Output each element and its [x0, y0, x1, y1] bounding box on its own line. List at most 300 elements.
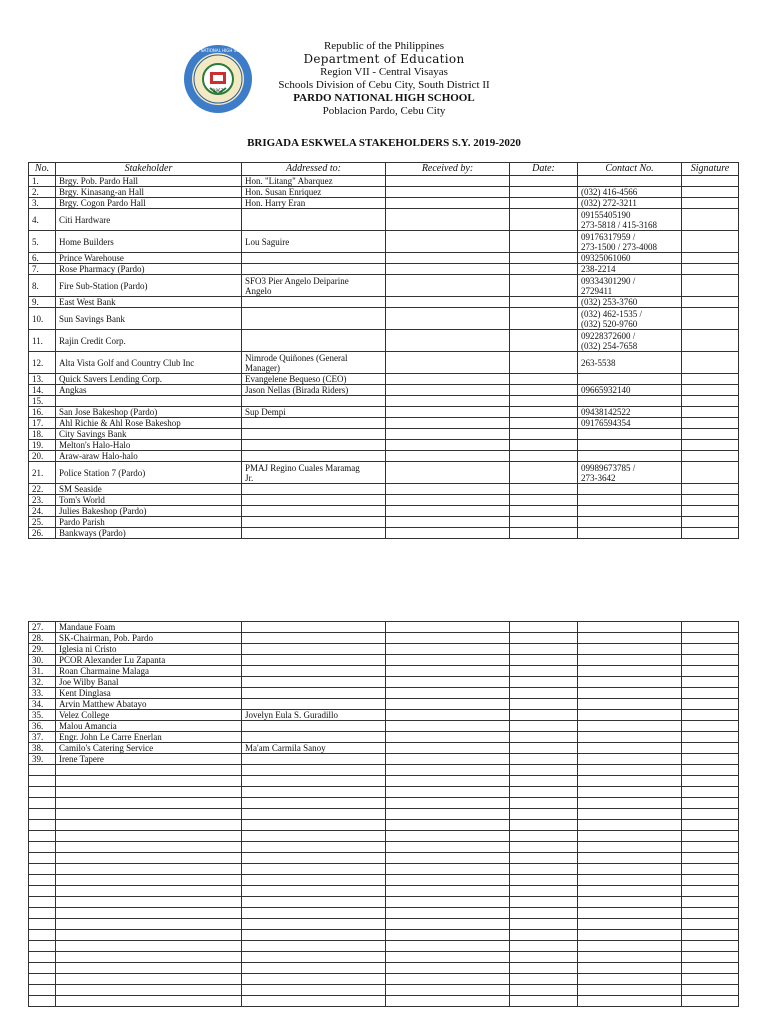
empty-table-row: [29, 963, 739, 974]
addressed-to-cell: [242, 440, 386, 451]
empty-cell: [29, 886, 56, 897]
signature-cell: [682, 528, 739, 539]
addressed-to-cell: [242, 330, 386, 352]
empty-cell: [682, 875, 739, 886]
empty-table-row: [29, 864, 739, 875]
signature-cell: [682, 253, 739, 264]
empty-cell: [578, 985, 682, 996]
empty-cell: [386, 875, 510, 886]
empty-cell: [578, 930, 682, 941]
date-cell: [510, 528, 578, 539]
row-number: 23.: [29, 495, 56, 506]
date-cell: [510, 330, 578, 352]
empty-cell: [242, 765, 386, 776]
signature-cell: [682, 633, 739, 644]
table-row: [29, 231, 739, 253]
table-row: [29, 407, 739, 418]
contact-cell: [578, 451, 682, 462]
empty-cell: [242, 864, 386, 875]
contact-cell: [578, 176, 682, 187]
empty-cell: [510, 820, 578, 831]
contact-cell: [578, 495, 682, 506]
empty-cell: [578, 820, 682, 831]
signature-cell: [682, 407, 739, 418]
empty-cell: [242, 963, 386, 974]
received-by-cell: [386, 429, 510, 440]
received-by-cell: [386, 231, 510, 253]
empty-cell: [578, 765, 682, 776]
contact-cell: [578, 506, 682, 517]
stakeholder-cell: Quick Savers Lending Corp.: [56, 374, 242, 385]
contact-cell: 09665932140: [578, 385, 682, 396]
date-cell: [510, 754, 578, 765]
row-number: 21.: [29, 462, 56, 484]
empty-cell: [682, 842, 739, 853]
signature-cell: [682, 330, 739, 352]
empty-cell: [510, 941, 578, 952]
empty-cell: [56, 996, 242, 1007]
row-number: 13.: [29, 374, 56, 385]
contact-cell: [578, 710, 682, 721]
stakeholder-cell: Melton's Halo-Halo: [56, 440, 242, 451]
signature-cell: [682, 275, 739, 297]
empty-cell: [682, 963, 739, 974]
date-cell: [510, 506, 578, 517]
empty-cell: [510, 886, 578, 897]
date-cell: [510, 407, 578, 418]
empty-cell: [56, 930, 242, 941]
stakeholder-cell: Fire Sub-Station (Pardo): [56, 275, 242, 297]
signature-cell: [682, 699, 739, 710]
received-by-cell: [386, 187, 510, 198]
empty-cell: [386, 897, 510, 908]
row-number: 3.: [29, 198, 56, 209]
signature-cell: [682, 721, 739, 732]
stakeholder-cell: Pardo Parish: [56, 517, 242, 528]
addressed-to-cell: PMAJ Regino Cuales Maramag Jr.: [242, 462, 386, 484]
row-number: 25.: [29, 517, 56, 528]
empty-cell: [682, 930, 739, 941]
stakeholder-cell: Kent Dinglasa: [56, 688, 242, 699]
empty-cell: [56, 853, 242, 864]
empty-cell: [682, 996, 739, 1007]
empty-cell: [386, 842, 510, 853]
addressed-to-cell: [242, 418, 386, 429]
row-number: 10.: [29, 308, 56, 330]
signature-cell: [682, 440, 739, 451]
empty-cell: [242, 930, 386, 941]
signature-cell: [682, 198, 739, 209]
contact-cell: [578, 440, 682, 451]
empty-cell: [242, 908, 386, 919]
empty-cell: [386, 919, 510, 930]
empty-cell: [56, 842, 242, 853]
empty-cell: [242, 996, 386, 1007]
table-row: [29, 528, 739, 539]
empty-cell: [510, 875, 578, 886]
date-cell: [510, 644, 578, 655]
stakeholder-cell: Engr. John Le Carre Enerlan: [56, 732, 242, 743]
region-line: Region VII - Central Visayas: [320, 66, 448, 78]
empty-cell: [510, 831, 578, 842]
empty-cell: [242, 787, 386, 798]
stakeholder-cell: Roan Charmaine Malaga: [56, 666, 242, 677]
empty-table-row: [29, 820, 739, 831]
contact-cell: [578, 374, 682, 385]
table-row: [29, 264, 739, 275]
col-signature: Signature: [682, 163, 739, 176]
empty-cell: [578, 996, 682, 1007]
signature-cell: [682, 451, 739, 462]
empty-cell: [56, 886, 242, 897]
empty-cell: [386, 974, 510, 985]
empty-cell: [242, 831, 386, 842]
empty-cell: [56, 919, 242, 930]
signature-cell: [682, 666, 739, 677]
stakeholder-cell: Iglesia ni Cristo: [56, 644, 242, 655]
empty-cell: [386, 787, 510, 798]
contact-cell: [578, 699, 682, 710]
row-number: 5.: [29, 231, 56, 253]
contact-cell: [578, 743, 682, 754]
empty-cell: [386, 996, 510, 1007]
stakeholder-cell: Rajin Credit Corp.: [56, 330, 242, 352]
logo-text: PARDO NATIONAL HIGH SCHOOL: [185, 48, 251, 53]
empty-cell: [386, 831, 510, 842]
stakeholder-cell: SM Seaside: [56, 484, 242, 495]
empty-table-row: [29, 974, 739, 985]
table-row: [29, 275, 739, 297]
received-by-cell: [386, 209, 510, 231]
received-by-cell: [386, 396, 510, 407]
stakeholders-table-1: [28, 162, 739, 539]
signature-cell: [682, 644, 739, 655]
table-row: [29, 396, 739, 407]
date-cell: [510, 385, 578, 396]
row-number: 7.: [29, 264, 56, 275]
stakeholder-cell: Brgy. Cogon Pardo Hall: [56, 198, 242, 209]
stakeholder-cell: Home Builders: [56, 231, 242, 253]
received-by-cell: [386, 451, 510, 462]
empty-cell: [578, 831, 682, 842]
empty-cell: [56, 820, 242, 831]
empty-cell: [682, 985, 739, 996]
received-by-cell: [386, 308, 510, 330]
empty-table-row: [29, 809, 739, 820]
empty-cell: [29, 941, 56, 952]
date-cell: [510, 699, 578, 710]
addressed-to-cell: [242, 506, 386, 517]
empty-cell: [386, 864, 510, 875]
received-by-cell: [386, 253, 510, 264]
deped-line: Department of Education: [303, 52, 465, 66]
contact-cell: [578, 655, 682, 666]
table-row: [29, 677, 739, 688]
signature-cell: [682, 495, 739, 506]
empty-cell: [56, 985, 242, 996]
empty-cell: [386, 908, 510, 919]
contact-cell: 09325061060: [578, 253, 682, 264]
empty-cell: [29, 875, 56, 886]
date-cell: [510, 275, 578, 297]
empty-cell: [242, 886, 386, 897]
date-cell: [510, 418, 578, 429]
empty-cell: [242, 919, 386, 930]
table-row: [29, 644, 739, 655]
date-cell: [510, 187, 578, 198]
school-name: PARDO NATIONAL HIGH SCHOOL: [293, 92, 475, 104]
empty-cell: [242, 875, 386, 886]
received-by-cell: [386, 644, 510, 655]
received-by-cell: [386, 666, 510, 677]
contact-cell: 09176594354: [578, 418, 682, 429]
received-by-cell: [386, 506, 510, 517]
received-by-cell: [386, 699, 510, 710]
empty-cell: [578, 908, 682, 919]
table-row: [29, 187, 739, 198]
empty-table-row: [29, 908, 739, 919]
empty-table-row: [29, 853, 739, 864]
row-number: 33.: [29, 688, 56, 699]
row-number: 15.: [29, 396, 56, 407]
contact-cell: 09438142522: [578, 407, 682, 418]
received-by-cell: [386, 374, 510, 385]
signature-cell: [682, 754, 739, 765]
addressed-to-cell: Jovelyn Eula S. Guradillo: [242, 710, 386, 721]
addressed-to-cell: [242, 655, 386, 666]
addressed-to-cell: [242, 264, 386, 275]
received-by-cell: [386, 198, 510, 209]
stakeholder-cell: Brgy. Pob. Pardo Hall: [56, 176, 242, 187]
empty-cell: [56, 875, 242, 886]
row-number: 11.: [29, 330, 56, 352]
empty-cell: [682, 798, 739, 809]
signature-cell: [682, 484, 739, 495]
empty-cell: [242, 985, 386, 996]
stakeholder-cell: Prince Warehouse: [56, 253, 242, 264]
empty-cell: [578, 864, 682, 875]
empty-cell: [242, 820, 386, 831]
empty-cell: [242, 842, 386, 853]
addressed-to-cell: [242, 699, 386, 710]
col-no: No.: [29, 163, 56, 176]
empty-cell: [510, 809, 578, 820]
empty-cell: [386, 930, 510, 941]
signature-cell: [682, 688, 739, 699]
addressed-to-cell: Ma'am Carmila Sanoy: [242, 743, 386, 754]
empty-cell: [578, 974, 682, 985]
received-by-cell: [386, 633, 510, 644]
signature-cell: [682, 297, 739, 308]
logo-year: 1967: [212, 88, 224, 93]
contact-cell: [578, 633, 682, 644]
addressed-to-cell: [242, 396, 386, 407]
received-by-cell: [386, 655, 510, 666]
empty-cell: [578, 941, 682, 952]
table-row: [29, 721, 739, 732]
received-by-cell: [386, 732, 510, 743]
stakeholder-cell: Araw-araw Halo-halo: [56, 451, 242, 462]
addressed-to-cell: [242, 677, 386, 688]
date-cell: [510, 655, 578, 666]
empty-cell: [510, 919, 578, 930]
stakeholder-cell: San Jose Bakeshop (Pardo): [56, 407, 242, 418]
signature-cell: [682, 187, 739, 198]
received-by-cell: [386, 710, 510, 721]
empty-cell: [242, 941, 386, 952]
row-number: 9.: [29, 297, 56, 308]
table-row: [29, 429, 739, 440]
empty-cell: [29, 919, 56, 930]
table-row: [29, 253, 739, 264]
addressed-to-cell: [242, 644, 386, 655]
empty-cell: [386, 952, 510, 963]
received-by-cell: [386, 330, 510, 352]
received-by-cell: [386, 176, 510, 187]
empty-cell: [682, 831, 739, 842]
table-row: [29, 743, 739, 754]
empty-cell: [510, 996, 578, 1007]
empty-table-row: [29, 985, 739, 996]
stakeholder-cell: Citi Hardware: [56, 209, 242, 231]
row-number: 26.: [29, 528, 56, 539]
stakeholder-cell: East West Bank: [56, 297, 242, 308]
table-row: [29, 506, 739, 517]
addressed-to-cell: Hon. Susan Enriquez: [242, 187, 386, 198]
date-cell: [510, 732, 578, 743]
received-by-cell: [386, 677, 510, 688]
empty-table-row: [29, 996, 739, 1007]
empty-cell: [242, 897, 386, 908]
signature-cell: [682, 622, 739, 633]
empty-cell: [29, 765, 56, 776]
empty-cell: [56, 864, 242, 875]
stakeholder-cell: Tom's World: [56, 495, 242, 506]
addressed-to-cell: SFO3 Pier Angelo Deiparine Angelo: [242, 275, 386, 297]
row-number: 14.: [29, 385, 56, 396]
contact-cell: (032) 416-4566: [578, 187, 682, 198]
empty-cell: [510, 842, 578, 853]
empty-cell: [510, 853, 578, 864]
col-date: Date:: [510, 163, 578, 176]
stakeholder-cell: Police Station 7 (Pardo): [56, 462, 242, 484]
received-by-cell: [386, 688, 510, 699]
empty-cell: [510, 798, 578, 809]
date-cell: [510, 721, 578, 732]
row-number: 22.: [29, 484, 56, 495]
addressed-to-cell: [242, 721, 386, 732]
empty-table-row: [29, 831, 739, 842]
empty-cell: [386, 985, 510, 996]
stakeholder-cell: Bankways (Pardo): [56, 528, 242, 539]
stakeholder-cell: Arvin Matthew Abatayo: [56, 699, 242, 710]
empty-cell: [56, 798, 242, 809]
received-by-cell: [386, 622, 510, 633]
stakeholder-cell: Velez College: [56, 710, 242, 721]
table-row: [29, 495, 739, 506]
empty-cell: [510, 776, 578, 787]
date-cell: [510, 429, 578, 440]
addressed-to-cell: [242, 528, 386, 539]
table-row: [29, 308, 739, 330]
empty-cell: [578, 787, 682, 798]
empty-cell: [578, 952, 682, 963]
empty-cell: [682, 765, 739, 776]
date-cell: [510, 297, 578, 308]
contact-cell: 09989673785 / 273-3642: [578, 462, 682, 484]
received-by-cell: [386, 385, 510, 396]
contact-cell: [578, 484, 682, 495]
empty-cell: [682, 776, 739, 787]
empty-cell: [682, 952, 739, 963]
signature-cell: [682, 308, 739, 330]
signature-cell: [682, 677, 739, 688]
stakeholder-cell: PCOR Alexander Lu Zapanta: [56, 655, 242, 666]
empty-cell: [682, 853, 739, 864]
empty-cell: [29, 963, 56, 974]
empty-cell: [29, 985, 56, 996]
empty-cell: [682, 974, 739, 985]
stakeholder-cell: Camilo's Catering Service: [56, 743, 242, 754]
contact-cell: [578, 517, 682, 528]
date-cell: [510, 209, 578, 231]
col-contact: Contact No.: [578, 163, 682, 176]
signature-cell: [682, 743, 739, 754]
received-by-cell: [386, 264, 510, 275]
date-cell: [510, 440, 578, 451]
table-row: [29, 418, 739, 429]
row-number: 31.: [29, 666, 56, 677]
row-number: 18.: [29, 429, 56, 440]
signature-cell: [682, 396, 739, 407]
empty-cell: [242, 853, 386, 864]
table-row: [29, 622, 739, 633]
contact-cell: [578, 528, 682, 539]
table-row: [29, 440, 739, 451]
document-title: BRIGADA ESKWELA STAKEHOLDERS S.Y. 2019-2020: [247, 137, 521, 149]
empty-cell: [510, 897, 578, 908]
stakeholder-cell: Rose Pharmacy (Pardo): [56, 264, 242, 275]
row-number: 34.: [29, 699, 56, 710]
addressed-to-cell: [242, 732, 386, 743]
table-header-row: [29, 163, 739, 176]
signature-cell: [682, 732, 739, 743]
empty-cell: [578, 886, 682, 897]
addressed-to-cell: Hon. "Litang" Abarquez: [242, 176, 386, 187]
empty-table-row: [29, 897, 739, 908]
empty-table-row: [29, 952, 739, 963]
empty-cell: [386, 963, 510, 974]
col-addressed-to: Addressed to:: [242, 163, 386, 176]
empty-cell: [56, 952, 242, 963]
empty-cell: [386, 765, 510, 776]
empty-cell: [578, 853, 682, 864]
signature-cell: [682, 710, 739, 721]
signature-cell: [682, 506, 739, 517]
empty-cell: [56, 908, 242, 919]
row-number: 29.: [29, 644, 56, 655]
date-cell: [510, 451, 578, 462]
signature-cell: [682, 429, 739, 440]
col-stakeholder: Stakeholder: [56, 163, 242, 176]
stakeholder-cell: Ahl Richie & Ahl Rose Bakeshop: [56, 418, 242, 429]
row-number: 38.: [29, 743, 56, 754]
received-by-cell: [386, 275, 510, 297]
contact-cell: 09155405190 273-5818 / 415-3168: [578, 209, 682, 231]
empty-table-row: [29, 842, 739, 853]
stakeholder-cell: Brgy. Kinasang-an Hall: [56, 187, 242, 198]
contact-cell: 263-5538: [578, 352, 682, 374]
